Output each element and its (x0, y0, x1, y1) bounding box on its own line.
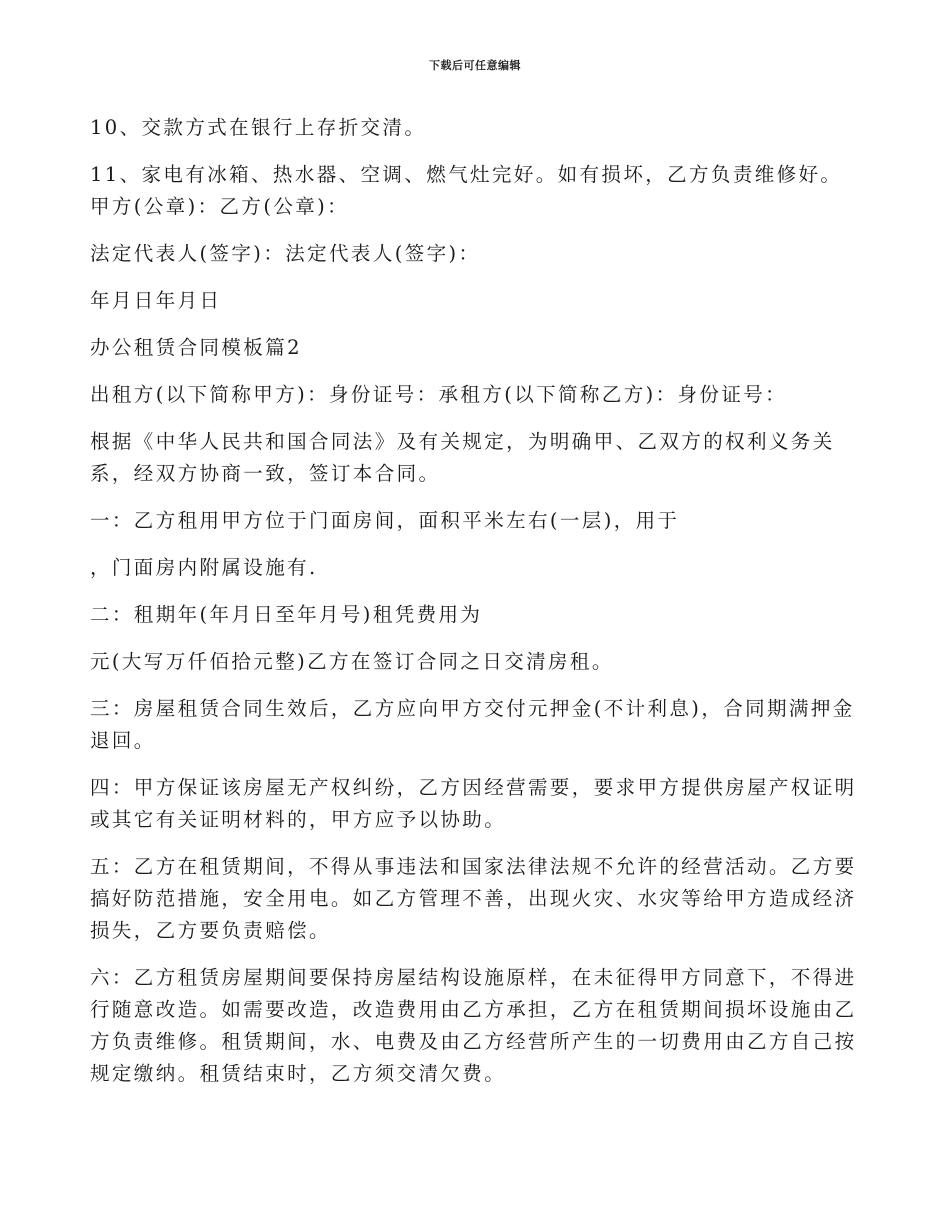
page-header: 下载后可任意编辑 (429, 59, 521, 72)
clause-3: 三：房屋租赁合同生效后，乙方应向甲方交付元押金(不计利息)，合同期满押金退回。 (90, 697, 855, 752)
clause-1-continued: ，门面房内附属设施有. (90, 556, 318, 579)
paragraph-item-11: 11、家电有冰箱、热水器、空调、燃气灶完好。如有损坏，乙方负责维修好。甲方(公章)：乙方(公章)： (90, 163, 843, 218)
parties-line: 出租方(以下简称甲方)：身份证号：承租方(以下简称乙方)：身份证号： (90, 383, 788, 406)
preamble-paragraph: 根据《中华人民共和国合同法》及有关规定，为明确甲、乙双方的权利义务关系，经双方协商一致，签订本合同。 (90, 430, 835, 485)
paragraph-item-10: 10、交款方式在银行上存折交清。 (90, 116, 427, 139)
clause-1: 一：乙方租用甲方位于门面房间，面积平米左右(一层)，用于 (90, 509, 680, 532)
clause-2: 二：租期年(年月日至年月号)租凭费用为 (90, 603, 483, 626)
clause-6: 六：乙方租赁房屋期间要保持房屋结构设施原样，在未征得甲方同意下，不得进行随意改造。如需要改造，改造费用由乙方承担，乙方在租赁期间损坏设施由乙方负责维修。租赁期间，水、电费及由乙方经营所产生的一切费用由乙方自己按规定缴纳。租赁结束时，乙方须交清欠费。 (90, 966, 857, 1085)
signature-line: 法定代表人(签字)：法定代表人(签字)： (90, 242, 481, 265)
clause-5: 五：乙方在租赁期间，不得从事违法和国家法律法规不允许的经营活动。乙方要搞好防范措施，安全用电。如乙方管理不善，出现火灾、水灾等给甲方造成经济损失，乙方要负责赔偿。 (90, 855, 857, 942)
clause-2-continued: 元(大写万仟佰拾元整)乙方在签订合同之日交清房租。 (90, 650, 614, 673)
date-line: 年月日年月日 (90, 289, 222, 312)
document-body (90, 112, 860, 1105)
section-title: 办公租赁合同模板篇2 (90, 336, 302, 359)
clause-4: 四：甲方保证该房屋无产权纠纷，乙方因经营需要，要求甲方提供房屋产权证明或其它有关证明材料的，甲方应予以协助。 (90, 776, 857, 831)
